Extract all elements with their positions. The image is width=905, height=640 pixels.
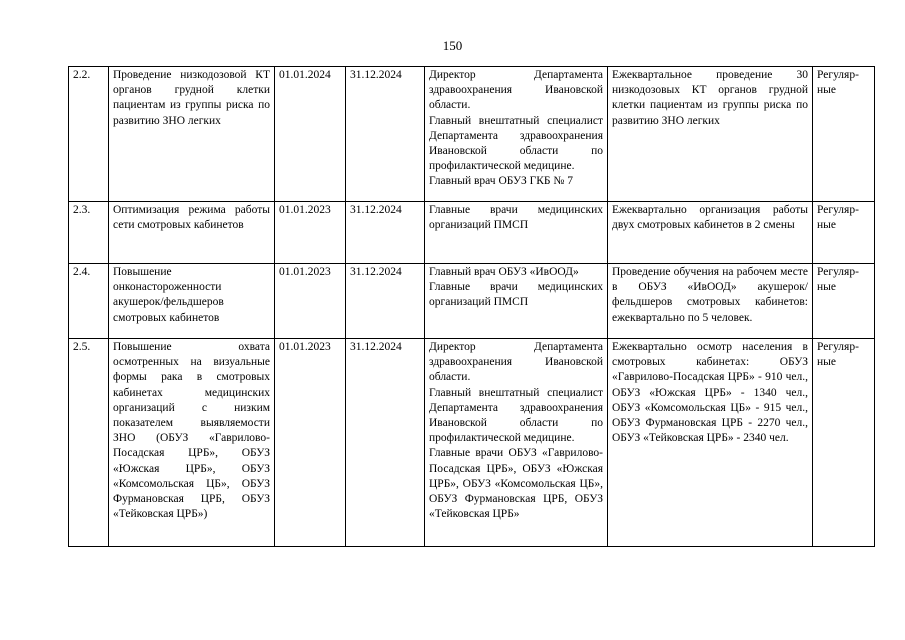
page-number: 150 (442, 38, 463, 53)
responsible-line: Главные врачи медицинских организаций ПМСП (429, 204, 603, 232)
event-cell: Повышение онконастороженности акушерок/фельдшеров смотровых кабинетов (109, 264, 275, 339)
row-number: 2.5. (69, 339, 109, 547)
result-cell: Ежеквартально осмотр населения в смотровых кабинетах: ОБУЗ «Гаврилово-Посадская ЦРБ» - 910 чел., ОБУЗ «Южская ЦРБ» - 1340 чел., ОБУЗ «Комсомольская ЦБ» - 915 чел., ОБУЗ Фурмановская ЦРБ - 2270 чел., ОБУЗ «Тейковская ЦРБ» - 2340 чел. (608, 339, 813, 547)
responsible-line: Главный врач ОБУЗ ГКБ № 7 (429, 175, 573, 188)
action-plan-table (68, 66, 875, 547)
start-date-cell: 01.01.2023 (275, 264, 346, 339)
responsible-line: Главные врачи медицинских организаций ПМСП (429, 281, 603, 309)
periodicity-cell: Регуляр-ные (813, 202, 875, 264)
responsible-line: Главный внештатный специалист Департамента здравоохранения Ивановской области по профилактической медицине. (429, 114, 603, 173)
periodicity-cell: Регуляр-ные (813, 67, 875, 202)
row-number: 2.2. (69, 67, 109, 202)
responsible-line: Главный внештатный специалист Департамента здравоохранения Ивановской области по профилактической медицине. (429, 386, 603, 445)
responsible-cell (425, 202, 608, 264)
responsible-cell (425, 339, 608, 547)
start-date-cell: 01.01.2023 (275, 202, 346, 264)
result-cell: Ежеквартально организация работы двух смотровых кабинетов в 2 смены (608, 202, 813, 264)
end-date-cell: 31.12.2024 (346, 67, 425, 202)
responsible-line: Главные врачи ОБУЗ «Гаврилово-Посадская ЦРБ», ОБУЗ «Южская ЦРБ», ОБУЗ «Комсомольская ЦБ», ОБУЗ Фурмановская ЦРБ, ОБУЗ «Тейковская ЦРБ» (429, 447, 603, 521)
table-row (69, 339, 875, 547)
periodicity-cell: Регуляр-ные (813, 264, 875, 339)
responsible-line: Директор Департамента здравоохранения Ивановской области. (429, 341, 603, 384)
start-date-cell: 01.01.2024 (275, 67, 346, 202)
responsible-line: Главный врач ОБУЗ «ИвООД» (429, 266, 579, 278)
row-number: 2.4. (69, 264, 109, 339)
responsible-line: Директор Департамента здравоохранения Ивановской области. (429, 69, 603, 112)
end-date-cell: 31.12.2024 (346, 264, 425, 339)
responsible-cell (425, 264, 608, 339)
table-row (69, 202, 875, 264)
event-cell: Проведение низкодозовой КТ органов грудной клетки пациентам из группы риска по развитию ЗНО легких (109, 67, 275, 202)
event-cell: Повышение охвата осмотренных на визуальные формы рака в смотровых кабинетах медицинских организаций с низким показателем выявляемости ЗНО (ОБУЗ «Гаврилово-Посадская ЦРБ», ОБУЗ «Южская ЦРБ», ОБУЗ «Комсомольская ЦБ», ОБУЗ Фурмановская ЦРБ, ОБУЗ «Тейковская ЦРБ») (109, 339, 275, 547)
table-row (69, 264, 875, 339)
event-cell: Оптимизация режима работы сети смотровых кабинетов (109, 202, 275, 264)
start-date-cell: 01.01.2023 (275, 339, 346, 547)
responsible-cell (425, 67, 608, 202)
result-cell: Ежеквартальное проведение 30 низкодозовых КТ органов грудной клетки пациентам из группы риска по развитию ЗНО легких (608, 67, 813, 202)
periodicity-cell: Регуляр-ные (813, 339, 875, 547)
result-cell: Проведение обучения на рабочем месте в ОБУЗ «ИвООД» акушерок/фельдшеров смотровых кабинетов: ежеквартально по 5 человек. (608, 264, 813, 339)
table-row (69, 67, 875, 202)
row-number: 2.3. (69, 202, 109, 264)
end-date-cell: 31.12.2024 (346, 339, 425, 547)
end-date-cell: 31.12.2024 (346, 202, 425, 264)
